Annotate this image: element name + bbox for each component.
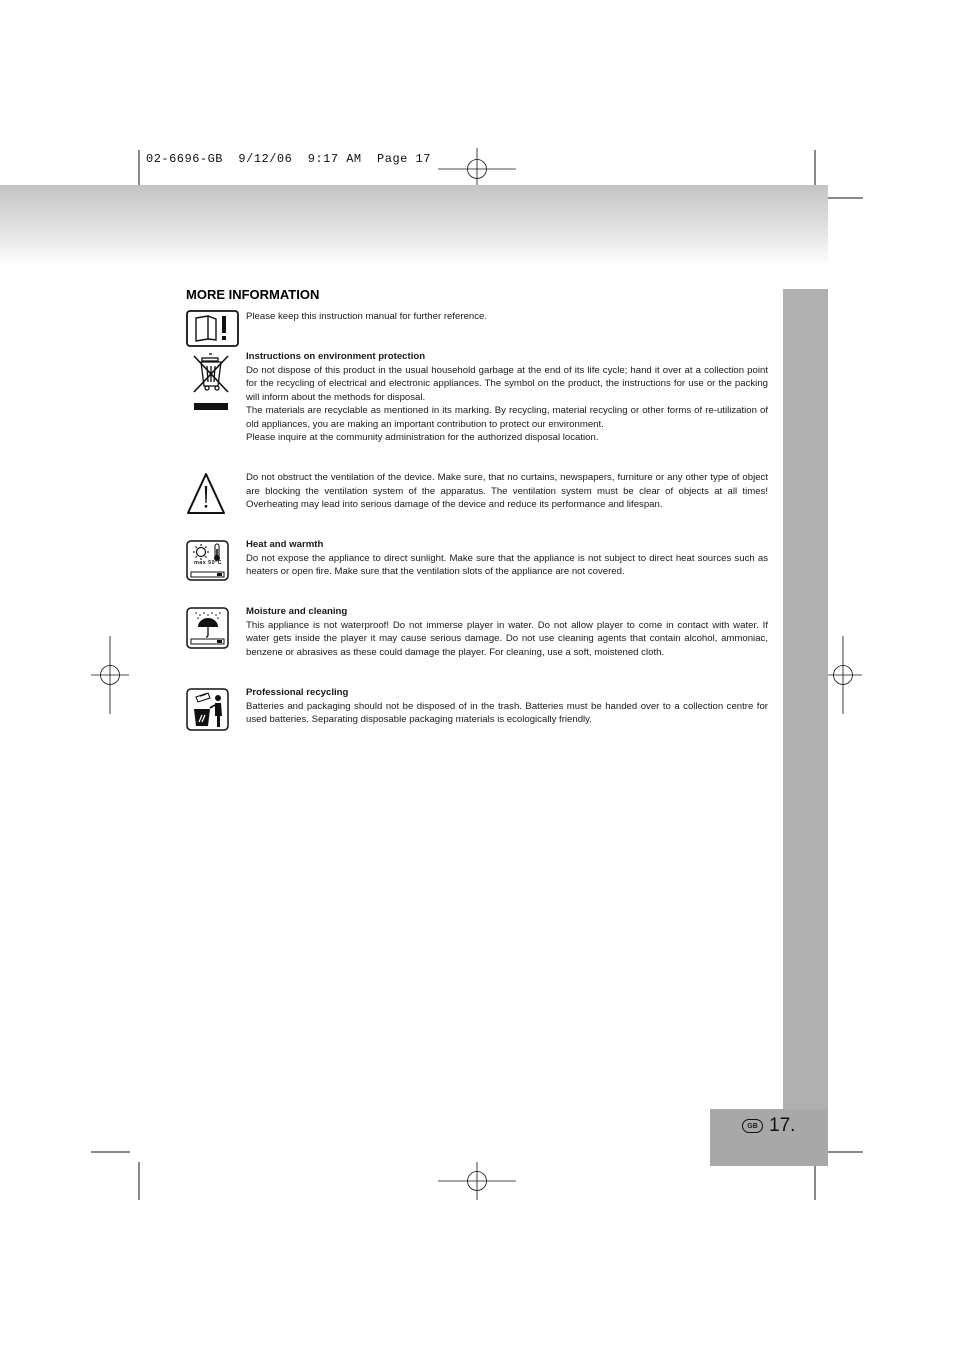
heat-icon-label: max 50°C (193, 560, 223, 566)
info-ventilation-text: Do not obstruct the ventilation of the device. Make sure, that no curtains, newspapers, furniture or any other type of object are blocking the ventilation system of the apparatus. The ventilation system must be clear of objects at all times! Overheating may lead into serious damage of the device and reduce its performance and lifespan. (246, 472, 768, 510)
info-environment-title: Instructions on environment protection (246, 351, 426, 362)
side-grey-bar (783, 289, 828, 1109)
info-recycling-text: Batteries and packaging should not be disposed of in the trash. Batteries must be handed over to a collection centre for used batteries. Separating disposable packaging materials is ecologically friendly. (246, 700, 768, 725)
page-number (742, 1115, 795, 1137)
info-heat-title: Heat and warmth (246, 539, 324, 550)
info-environment-text-1: Do not dispose of this product in the usual household garbage at the end of its life cycle; hand it over at a collection point for the recycling of electrical and electronic appliances. The symbol on the product, the instructions for use or the packing will inform about the methods for disposal. (246, 364, 768, 403)
info-moisture-text: This appliance is not waterproof! Do not immerse player in water. Do not allow player to come in contact with water. If water gets inside the player it may cause serious damage. Do not use cleaning agents that contain alcohol, ammoniac, benzene or abrasives as these could damage the player. For cleaning, use a soft, moistened cloth. (246, 619, 768, 658)
info-manual-text: Please keep this instruction manual for further reference. (246, 311, 488, 322)
region-badge: GB (742, 1119, 763, 1133)
header-gradient-band (0, 185, 828, 267)
info-environment-text-3: Please inquire at the community administration for the authorized disposal location. (246, 432, 599, 443)
info-recycling-title: Professional recycling (246, 687, 349, 698)
page-number-text: 17. (769, 1115, 796, 1136)
recycling-person-icon (186, 686, 230, 739)
print-slug: 02-6696-GB 9/12/06 9:17 AM Page 17 (146, 152, 431, 166)
info-moisture-title: Moisture and cleaning (246, 606, 348, 617)
manual-warning-icon (186, 310, 240, 353)
moisture-icon (186, 605, 230, 656)
info-environment-text-2: The materials are recyclable as mentioned in its marking. By recycling, material recycling or other forms of re-utilization of old appliances, you are making an important contribution to protect our environment. (246, 405, 768, 430)
section-heading: MORE INFORMATION (186, 287, 320, 302)
info-heat-text: Do not expose the appliance to direct sunlight. Make sure that the appliance is not subject to direct heat sources such as heaters or open fire. Make sure that the ventilation slots of the appliance are not covered. (246, 552, 768, 577)
warning-triangle-icon (186, 471, 230, 522)
crossed-bin-icon (186, 350, 240, 419)
